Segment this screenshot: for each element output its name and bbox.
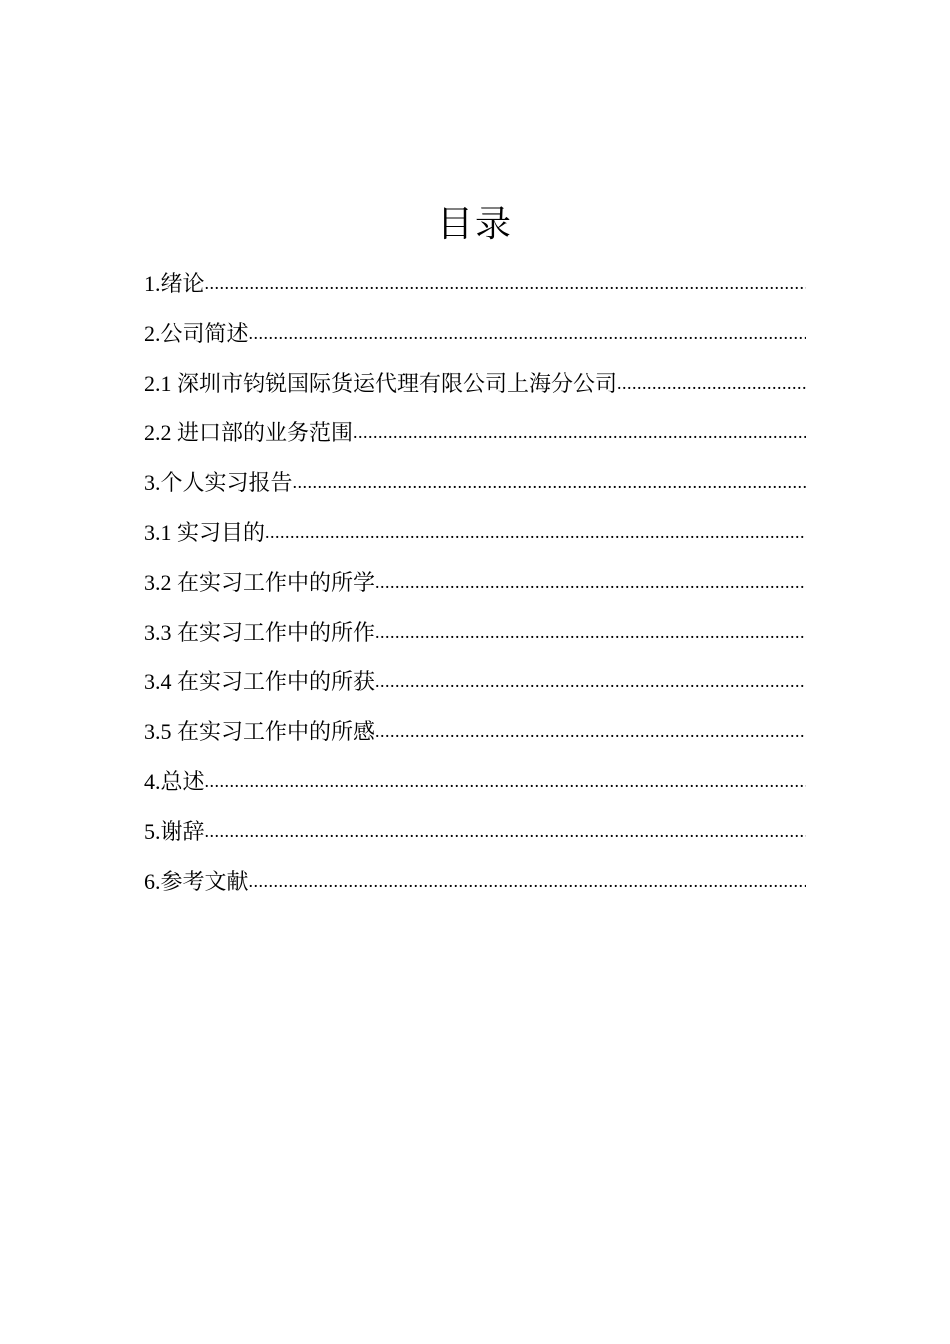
- toc-entry-label: 3.1 实习目的: [144, 519, 266, 545]
- toc-dot-leader: [249, 857, 806, 907]
- toc-entry-references[interactable]: [144, 857, 806, 907]
- toc-entry-label: 2.公司简述: [144, 320, 249, 346]
- toc-entry-3-1[interactable]: [144, 508, 806, 558]
- toc-dot-leader: [205, 259, 806, 309]
- toc-entry-label: 2.1 深圳市钧锐国际货运代理有限公司上海分公司: [144, 370, 618, 396]
- toc-dot-leader: [265, 508, 806, 558]
- toc-entry-label: 4.总述: [144, 768, 205, 794]
- toc-dot-leader: [617, 359, 806, 409]
- toc-dot-leader: [205, 807, 806, 857]
- toc-entry-acknowledgements[interactable]: [144, 807, 806, 857]
- toc-entry-label: 2.2 进口部的业务范围: [144, 420, 354, 446]
- toc-entry-2-1[interactable]: [144, 359, 806, 409]
- table-of-contents: [144, 259, 806, 906]
- toc-entry-2-2[interactable]: [144, 408, 806, 458]
- toc-dot-leader: [353, 408, 806, 458]
- toc-entry-label: 3.5 在实习工作中的所感: [144, 719, 376, 745]
- toc-entry-3-5[interactable]: [144, 707, 806, 757]
- toc-entry-label: 6.参考文献: [144, 868, 249, 894]
- toc-entry-label: 3.2 在实习工作中的所学: [144, 569, 376, 595]
- toc-entry-label: 3.个人实习报告: [144, 470, 293, 496]
- toc-dot-leader: [375, 707, 806, 757]
- toc-entry-label: 3.3 在实习工作中的所作: [144, 619, 376, 645]
- toc-entry-company-overview[interactable]: [144, 309, 806, 359]
- toc-entry-internship-report[interactable]: [144, 458, 806, 508]
- toc-dot-leader: [375, 558, 806, 608]
- toc-entry-3-2[interactable]: [144, 558, 806, 608]
- toc-entry-label: 5.谢辞: [144, 818, 205, 844]
- toc-entry-label: 3.4 在实习工作中的所获: [144, 669, 376, 695]
- toc-dot-leader: [375, 657, 806, 707]
- page-title: 目录: [436, 204, 513, 244]
- toc-entry-label: 1.绪论: [144, 271, 205, 296]
- toc-dot-leader: [293, 458, 806, 508]
- toc-entry-3-4[interactable]: [144, 657, 806, 707]
- toc-dot-leader: [249, 309, 806, 359]
- toc-dot-leader: [205, 757, 806, 807]
- toc-entry-summary[interactable]: [144, 757, 806, 807]
- toc-dot-leader: [375, 608, 806, 658]
- toc-entry-intro[interactable]: [144, 259, 806, 309]
- toc-entry-3-3[interactable]: [144, 608, 806, 658]
